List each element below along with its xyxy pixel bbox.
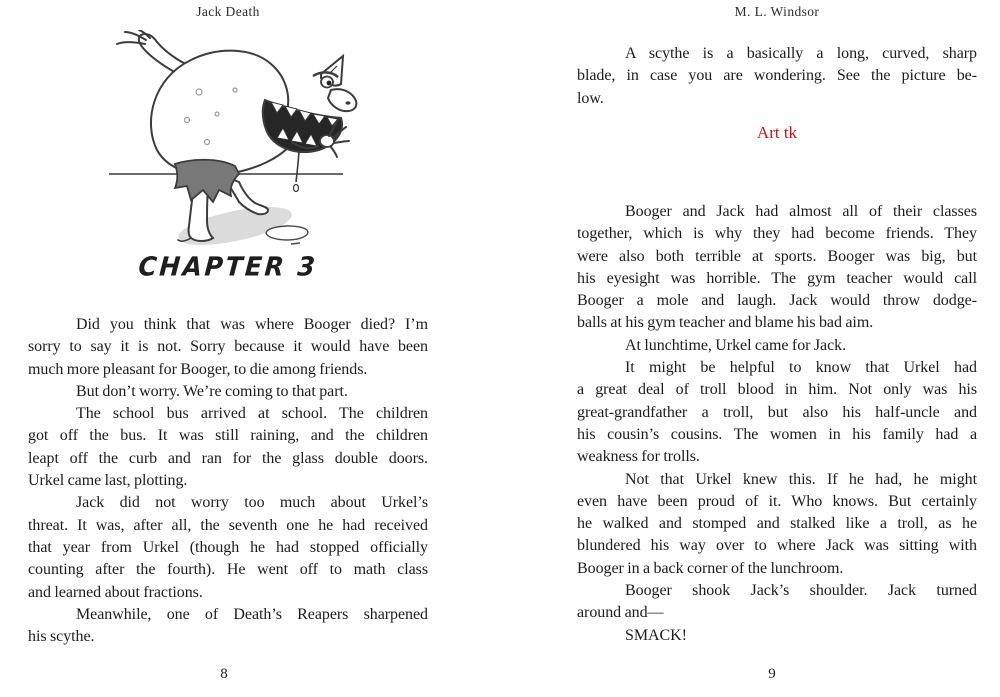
- text-line: his cousin’s cousins. The women in his family had a: [577, 425, 977, 443]
- paragraph: [28, 314, 428, 381]
- text-line: SMACK!: [625, 626, 687, 644]
- running-head-author: M. L. Windsor: [734, 4, 820, 19]
- paragraph: [577, 580, 977, 625]
- page-number-right: 9: [768, 666, 776, 682]
- text-line: Booger and Jack had almost all of their classes: [625, 203, 977, 220]
- paragraph: [28, 492, 428, 603]
- text-line: a great deal of troll blood in him. Not only was his: [577, 381, 977, 399]
- paragraph: [28, 403, 428, 492]
- text-line: around and—: [577, 604, 664, 622]
- text-line: Booger a mole and laugh. Jack would throw dodge-: [577, 292, 977, 310]
- text-line: threat. It was, after all, the seventh one he had received: [28, 516, 428, 534]
- text-line: balls at his gym teacher and blame his bad aim.: [577, 314, 874, 332]
- text-line: A scythe is a basically a long, curved, sharp: [625, 45, 977, 62]
- text-line: leapt off the curb and ran for the glass double doors.: [28, 449, 428, 467]
- text-line: Did you think that was where Booger died? I’m: [76, 316, 428, 333]
- text-line: Urkel came last, plotting.: [28, 472, 188, 490]
- text-line: Booger in a back corner of the lunchroom.: [577, 559, 844, 577]
- running-head-book-title: Jack Death: [196, 4, 260, 19]
- body-text-right-top: [577, 43, 977, 110]
- body-text-right-bottom: [577, 201, 977, 647]
- text-line: At lunchtime, Urkel came for Jack.: [625, 336, 847, 354]
- paragraph: [577, 625, 977, 647]
- text-line: Booger shook Jack’s shoulder. Jack turned: [625, 582, 977, 600]
- paragraph: [28, 604, 428, 649]
- troll-illustration: [95, 30, 365, 250]
- text-line: It might be helpful to know that Urkel had: [625, 359, 977, 377]
- text-line: together, which is why they had become friends. They: [577, 225, 977, 243]
- text-line: blade, in case you are wondering. See the picture be-: [577, 67, 977, 85]
- text-line: great-grandfather a troll, but also his half-uncle and: [577, 403, 977, 421]
- text-line: he walked and stomped and stalked like a troll, as he: [577, 515, 977, 533]
- text-line: and learned about fractions.: [28, 583, 203, 601]
- text-line: Meanwhile, one of Death’s Reapers sharpened: [76, 605, 428, 623]
- paragraph: [28, 381, 428, 403]
- text-line: even have been proud of it. Who knows. But certainly: [577, 492, 977, 510]
- paragraph: [577, 335, 977, 357]
- text-line: The school bus arrived at school. The children: [76, 405, 428, 423]
- text-line: got off the bus. It was still raining, and the children: [28, 427, 428, 445]
- text-line: Jack did not worry too much about Urkel’s: [76, 494, 428, 512]
- page-number-left: 8: [220, 666, 228, 682]
- text-line: his scythe.: [28, 628, 95, 646]
- text-line: were also both terrible at sports. Booger was big, but: [577, 247, 977, 265]
- body-text-left: [28, 314, 428, 648]
- paragraph: [577, 201, 977, 335]
- paragraph: [577, 469, 977, 580]
- text-line: that year from Urkel (though he had stopped officially: [28, 538, 428, 556]
- text-line: Not that Urkel knew this. If he had, he might: [625, 470, 977, 488]
- text-line: low.: [577, 89, 604, 107]
- text-line: weakness for trolls.: [577, 448, 700, 466]
- text-line: his eyesight was horrible. The gym teacher would call: [577, 269, 977, 287]
- troll-illustration-svg: [95, 30, 365, 250]
- paragraph: [577, 43, 977, 110]
- paragraph: [577, 357, 977, 468]
- text-line: blundered his way over to where Jack was sitting with: [577, 537, 977, 555]
- text-line: much more pleasant for Booger, to die among friends.: [28, 360, 368, 378]
- text-line: sorry to say it is not. Sorry because it would have been: [28, 338, 428, 356]
- text-line: counting after the fourth). He went off to math class: [28, 561, 428, 579]
- chapter-heading: CHAPTER 3: [137, 251, 319, 282]
- art-placeholder: Art tk: [756, 123, 798, 142]
- text-line: But don’t worry. We’re coming to that part.: [76, 382, 348, 400]
